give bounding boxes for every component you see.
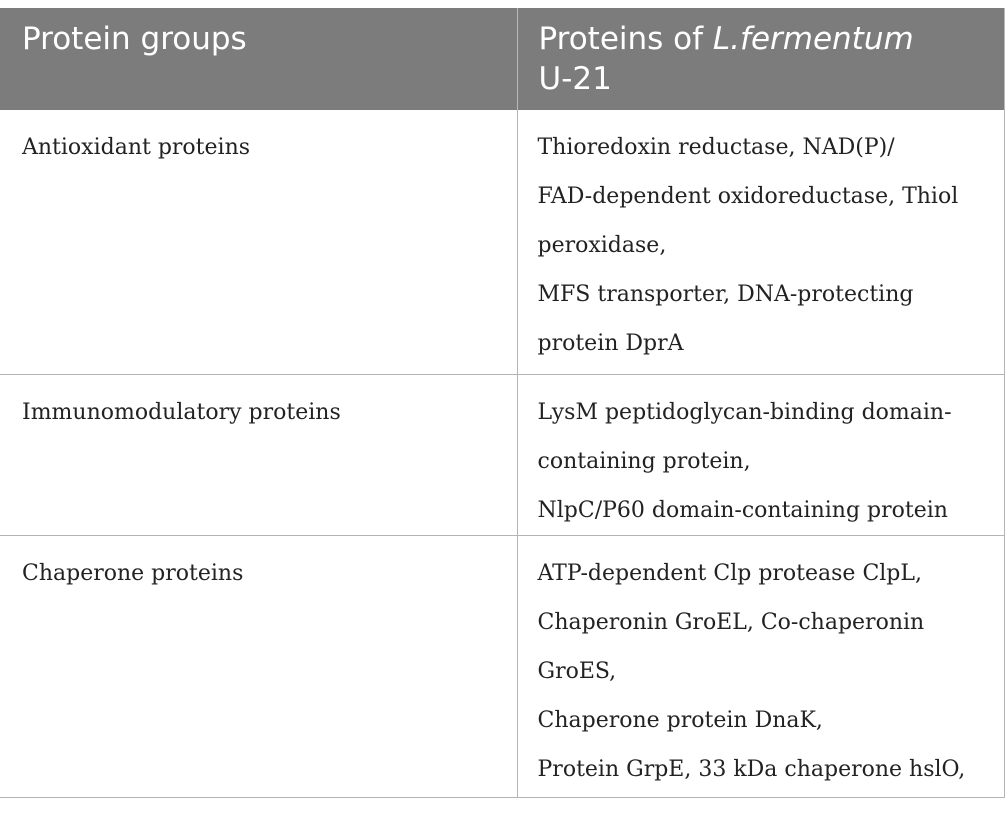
table-row xyxy=(0,110,1004,374)
header-proteins-of-strain xyxy=(517,8,1004,110)
protein-line: NlpC/P60 domain-containing protein xyxy=(537,497,948,523)
group-cell: Antioxidant proteins xyxy=(0,110,517,374)
protein-line: containing protein, xyxy=(537,448,751,474)
group-cell: Chaperone proteins xyxy=(0,535,517,797)
proteins-cell xyxy=(517,535,1004,797)
header-species-name: L.fermentum xyxy=(712,21,914,57)
table-body xyxy=(0,110,1004,797)
protein-line: protein DprA xyxy=(537,331,684,356)
header-strain: U-21 xyxy=(538,61,612,97)
header-prefix: Proteins of xyxy=(538,21,713,57)
header-protein-groups: Protein groups xyxy=(0,8,517,110)
protein-line: MFS transporter, DNA-protecting xyxy=(537,282,914,307)
table-row xyxy=(0,535,1004,797)
table-row xyxy=(0,374,1004,535)
protein-line: Chaperonin GroEL, Co-chaperonin xyxy=(537,609,925,635)
protein-line: FAD-dependent oxidoreductase, Thiol xyxy=(537,184,959,209)
protein-line: LysM peptidoglycan-binding domain- xyxy=(537,399,952,425)
proteins-cell xyxy=(517,110,1004,374)
header-row xyxy=(0,8,1004,110)
proteins-cell xyxy=(517,374,1004,535)
protein-groups-table xyxy=(0,8,1005,798)
protein-line: Protein GrpE, 33 kDa chaperone hslO, xyxy=(537,756,966,782)
group-cell: Immunomodulatory proteins xyxy=(0,374,517,535)
protein-line: Chaperone protein DnaK, xyxy=(537,707,823,733)
protein-line: peroxidase, xyxy=(537,233,667,258)
protein-line: Thioredoxin reductase, NAD(P)/ xyxy=(537,135,895,160)
protein-line: ATP-dependent Clp protease ClpL, xyxy=(537,560,922,586)
protein-line: GroES, xyxy=(537,658,617,684)
table-header xyxy=(0,8,1004,110)
